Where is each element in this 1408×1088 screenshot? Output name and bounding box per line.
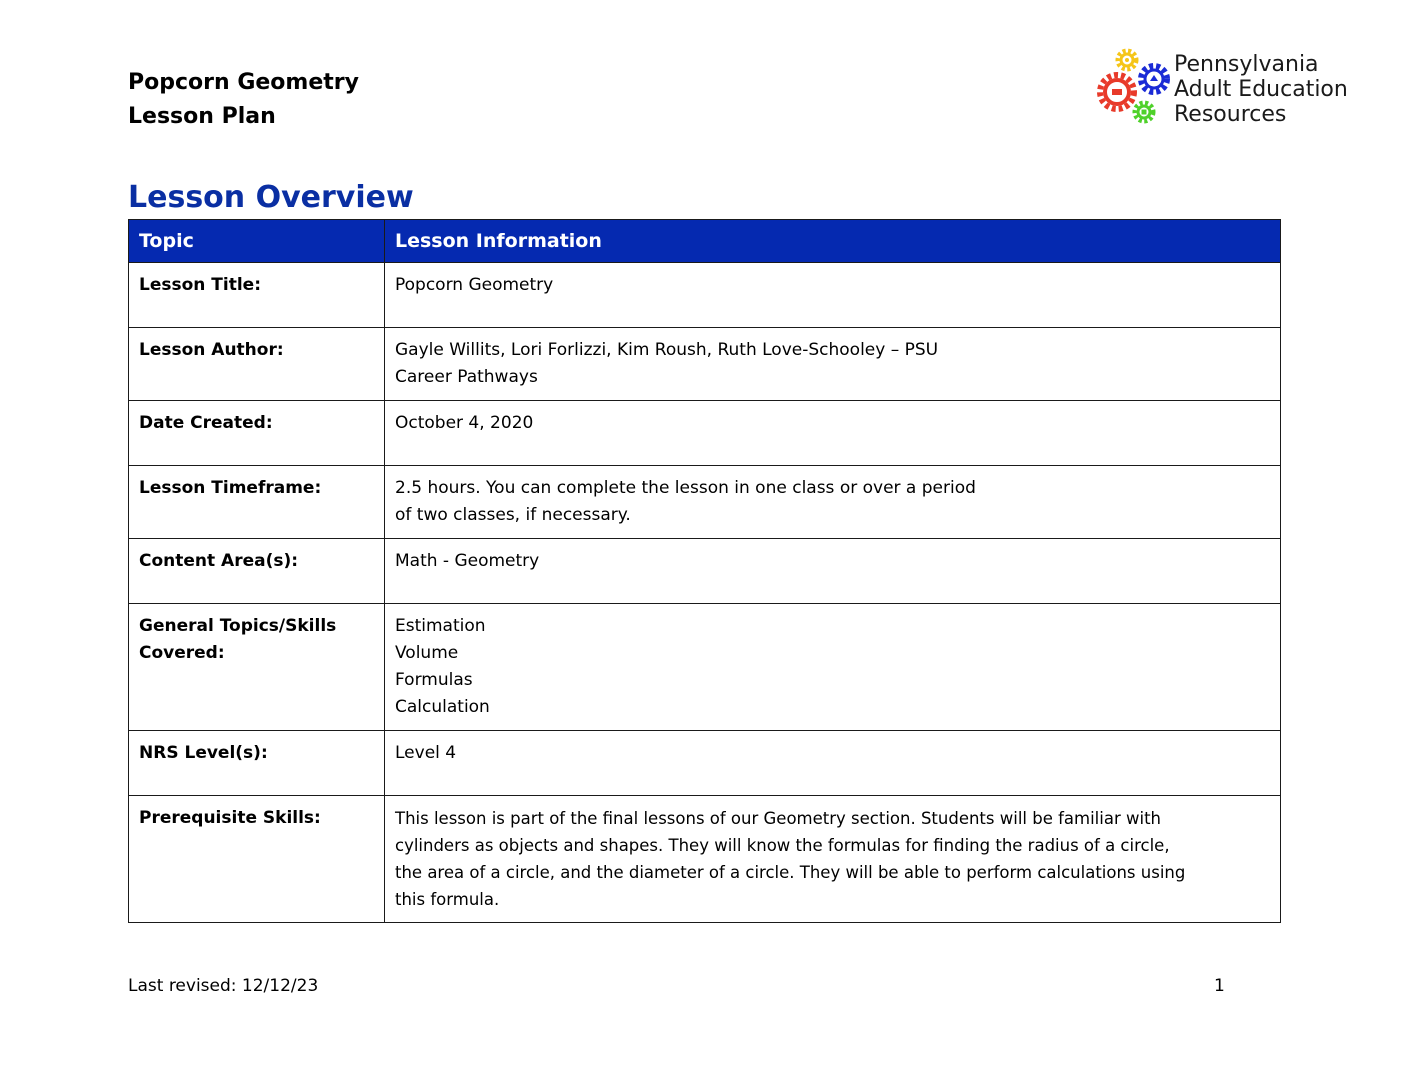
general-topics-label-line-1: General Topics/Skills (139, 616, 337, 636)
row-value-lesson-title: Popcorn Geometry (385, 263, 1281, 328)
author-line-2: Career Pathways (395, 367, 538, 387)
page-number: 1 (1214, 976, 1225, 996)
last-revised-date: Last revised: 12/12/23 (128, 976, 319, 996)
author-line-1: Gayle Willits, Lori Forlizzi, Kim Roush, Ruth Love-Schooley – PSU (395, 340, 939, 360)
table-row (129, 328, 1281, 401)
column-header-topic: Topic (129, 220, 385, 263)
general-topics-label-line-2: Covered: (139, 643, 225, 663)
list-item: Volume (395, 643, 459, 663)
prerequisite-line-3: the area of a circle, and the diameter of a circle. They will be able to perform calculations using (395, 863, 1186, 882)
row-label-nrs-level: NRS Level(s): (129, 731, 385, 796)
row-label-content-area: Content Area(s): (129, 539, 385, 604)
document-title: Popcorn Geometry (128, 70, 359, 95)
row-value-prerequisite-skills (385, 796, 1281, 923)
table-row (129, 466, 1281, 539)
table-row (129, 796, 1281, 923)
table-row (129, 539, 1281, 604)
section-title: Lesson Overview (128, 180, 414, 215)
prerequisite-line-2: cylinders as objects and shapes. They will know the formulas for finding the radius of a circle, (395, 836, 1170, 855)
timeframe-line-1: 2.5 hours. You can complete the lesson in one class or over a period (395, 478, 976, 498)
list-item: Calculation (395, 697, 490, 717)
row-label-lesson-timeframe: Lesson Timeframe: (129, 466, 385, 539)
timeframe-line-2: of two classes, if necessary. (395, 505, 631, 525)
document-subtitle: Lesson Plan (128, 104, 276, 129)
row-value-lesson-author (385, 328, 1281, 401)
logo-wordmark (1174, 52, 1348, 127)
prerequisite-line-4: this formula. (395, 890, 500, 909)
table-row (129, 263, 1281, 328)
row-label-date-created: Date Created: (129, 401, 385, 466)
table-row (129, 604, 1281, 731)
lesson-overview-table (128, 219, 1281, 923)
row-label-lesson-author: Lesson Author: (129, 328, 385, 401)
document-header (128, 66, 359, 134)
list-item: Formulas (395, 670, 473, 690)
column-header-lesson-information: Lesson Information (385, 220, 1281, 263)
table-row (129, 401, 1281, 466)
pa-adult-education-logo (1092, 44, 1362, 130)
logo-line-3: Resources (1174, 102, 1287, 127)
list-item: Estimation (395, 616, 486, 636)
logo-line-2: Adult Education (1174, 77, 1348, 102)
row-value-content-area: Math - Geometry (385, 539, 1281, 604)
row-value-lesson-timeframe (385, 466, 1281, 539)
gears-icon (1092, 44, 1174, 130)
row-value-nrs-level: Level 4 (385, 731, 1281, 796)
row-label-lesson-title: Lesson Title: (129, 263, 385, 328)
row-value-date-created: October 4, 2020 (385, 401, 1281, 466)
logo-line-1: Pennsylvania (1174, 52, 1319, 77)
prerequisite-line-1: This lesson is part of the final lessons of our Geometry section. Students will be familiar with (395, 809, 1161, 828)
table-header-row (129, 220, 1281, 263)
row-label-prerequisite-skills: Prerequisite Skills: (129, 796, 385, 923)
row-label-general-topics (129, 604, 385, 731)
row-value-general-topics (385, 604, 1281, 731)
table-row (129, 731, 1281, 796)
